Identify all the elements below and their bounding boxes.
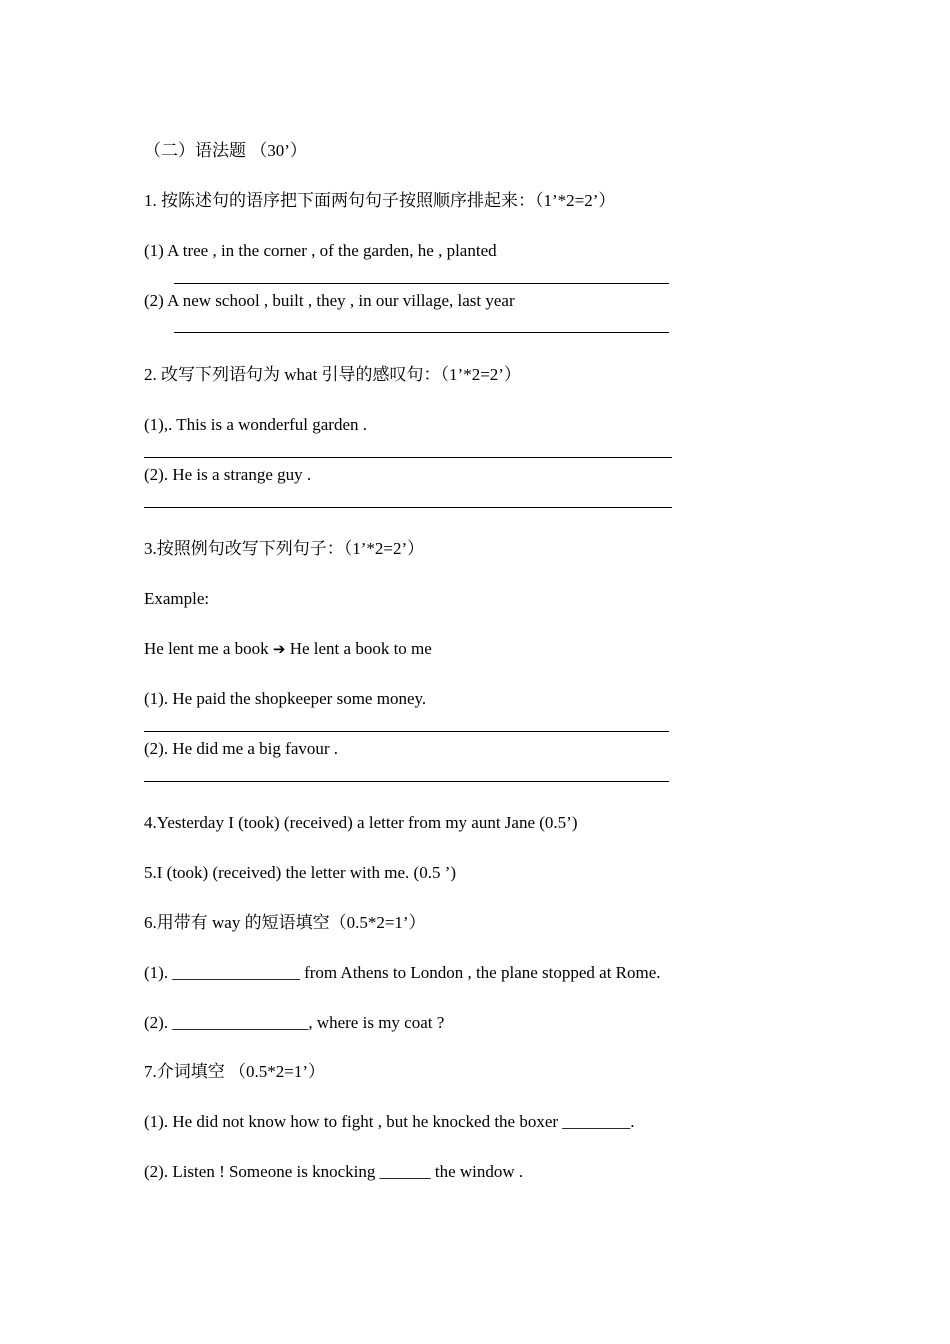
q3-item-1: (1). He paid the shopkeeper some money. <box>144 689 427 708</box>
q1-item-2: (2) A new school , built , they , in our village, last year <box>144 291 515 310</box>
q3-answer-line-1[interactable] <box>144 731 669 732</box>
q3-example <box>144 639 432 659</box>
q2-title: 2. 改写下列语句为 what 引导的感叹句：（1’*2=2’） <box>144 365 521 384</box>
q3-example-label: Example: <box>144 589 210 608</box>
q1-title: 1. 按陈述句的语序把下面两句句子按照顺序排起来：（1’*2=2’） <box>144 191 616 210</box>
q2-item-1: (1),. This is a wonderful garden . <box>144 415 367 434</box>
q1-answer-line-2[interactable] <box>174 332 669 333</box>
q1-answer-line-1[interactable] <box>174 283 669 284</box>
right-arrow-icon: ➔ <box>272 640 286 658</box>
q7-item-2: (2). Listen ! Someone is knocking ______ the window . <box>144 1162 524 1181</box>
q1-item-1: (1) A tree , in the corner , of the garden, he , planted <box>144 241 497 260</box>
q6-item-1: (1). _______________ from Athens to London , the plane stopped at Rome. <box>144 963 661 982</box>
q7-title: 7.介词填空 （0.5*2=1’） <box>144 1062 325 1081</box>
q3-example-left: He lent me a book <box>144 639 269 658</box>
q2-answer-line-2[interactable] <box>144 507 672 508</box>
q4: 4.Yesterday I (took) (received) a letter from my aunt Jane (0.5’) <box>144 813 578 832</box>
q3-example-right: He lent a book to me <box>289 639 432 658</box>
q3-item-2: (2). He did me a big favour . <box>144 739 339 758</box>
q6-item-2: (2). ________________, where is my coat ? <box>144 1013 445 1032</box>
q2-answer-line-1[interactable] <box>144 457 672 458</box>
q5: 5.I (took) (received) the letter with me. (0.5 ’) <box>144 863 457 882</box>
section-title: （二）语法题 （30’） <box>144 141 307 160</box>
q7-item-1: (1). He did not know how to fight , but he knocked the boxer ________. <box>144 1112 635 1131</box>
q6-title: 6.用带有 way 的短语填空（0.5*2=1’） <box>144 913 426 932</box>
q3-answer-line-2[interactable] <box>144 781 669 782</box>
q2-item-2: (2). He is a strange guy . <box>144 465 312 484</box>
q3-title: 3.按照例句改写下列句子：（1’*2=2’） <box>144 539 425 558</box>
